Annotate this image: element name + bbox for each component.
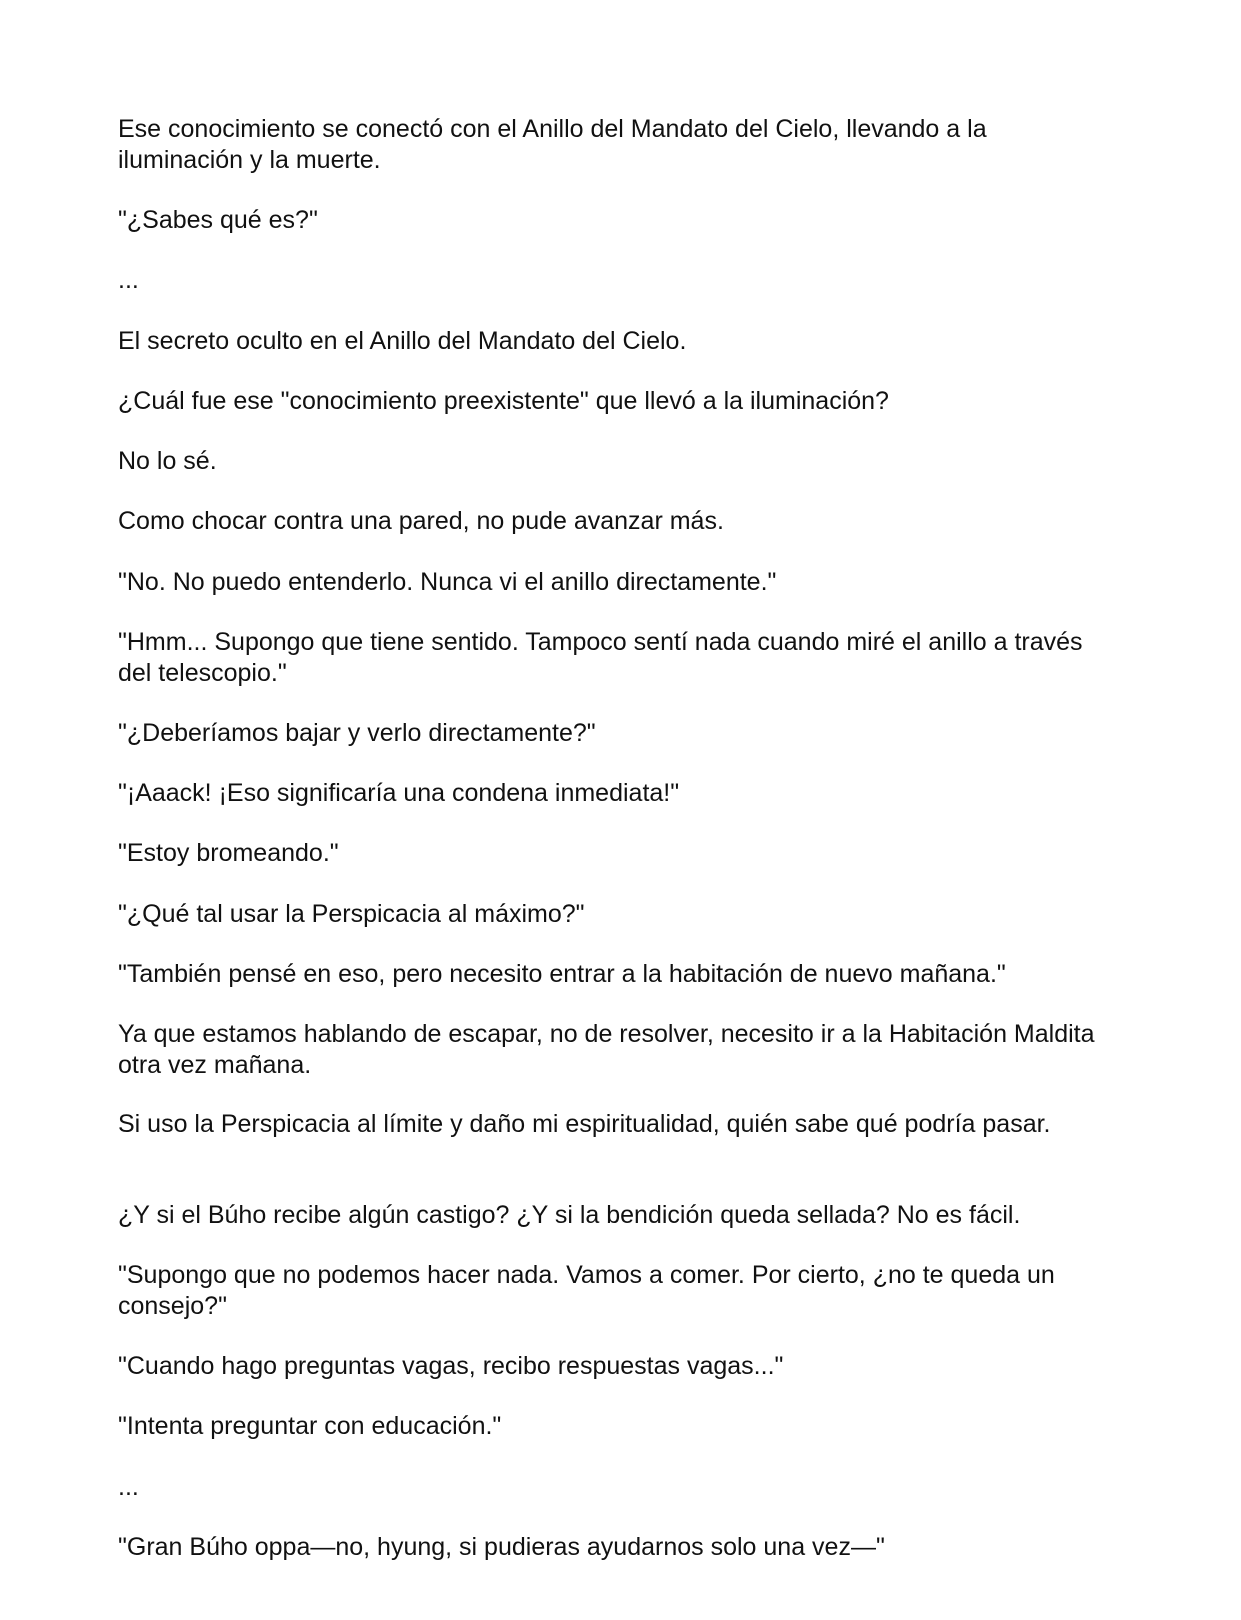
paragraph: "Gran Búho oppa—no, hyung, si pudieras ayudarnos solo una vez—" [118,1533,885,1561]
paragraph: "Intenta preguntar con educación." [118,1412,502,1440]
paragraph: "Cuando hago preguntas vagas, recibo respuestas vagas..." [118,1352,784,1380]
paragraph: ¿Y si el Búho recibe algún castigo? ¿Y si la bendición queda sellada? No es fácil. [118,1201,1021,1229]
paragraph: "No. No puedo entenderlo. Nunca vi el anillo directamente." [118,568,777,596]
paragraph: "Hmm... Supongo que tiene sentido. Tampoco sentí nada cuando miré el anillo a través del telescopio." [118,628,1083,687]
paragraph: "Supongo que no podemos hacer nada. Vamos a comer. Por cierto, ¿no te queda un consejo?" [118,1261,1055,1320]
paragraph: "¿Qué tal usar la Perspicacia al máximo?" [118,900,585,928]
paragraph: ... [118,266,139,294]
paragraph: "¡Aaack! ¡Eso significaría una condena inmediata!" [118,779,680,807]
paragraph: El secreto oculto en el Anillo del Mandato del Cielo. [118,327,687,355]
paragraph: ¿Cuál fue ese "conocimiento preexistente" que llevó a la iluminación? [118,387,889,415]
paragraph: Como chocar contra una pared, no pude avanzar más. [118,507,724,535]
paragraph: Si uso la Perspicacia al límite y daño mi espiritualidad, quién sabe qué podría pasar. [118,1110,1051,1138]
paragraph: "¿Deberíamos bajar y verlo directamente?" [118,719,596,747]
paragraph: ... [118,1473,139,1501]
paragraph: "También pensé en eso, pero necesito entrar a la habitación de nuevo mañana." [118,960,1006,988]
paragraph: "¿Sabes qué es?" [118,206,318,234]
paragraph: Ya que estamos hablando de escapar, no de resolver, necesito ir a la Habitación Maldita otra vez mañana. [118,1020,1095,1079]
paragraph: "Estoy bromeando." [118,839,339,867]
paragraph: No lo sé. [118,447,217,475]
paragraph: Ese conocimiento se conectó con el Anillo del Mandato del Cielo, llevando a la iluminación y la muerte. [118,115,987,174]
